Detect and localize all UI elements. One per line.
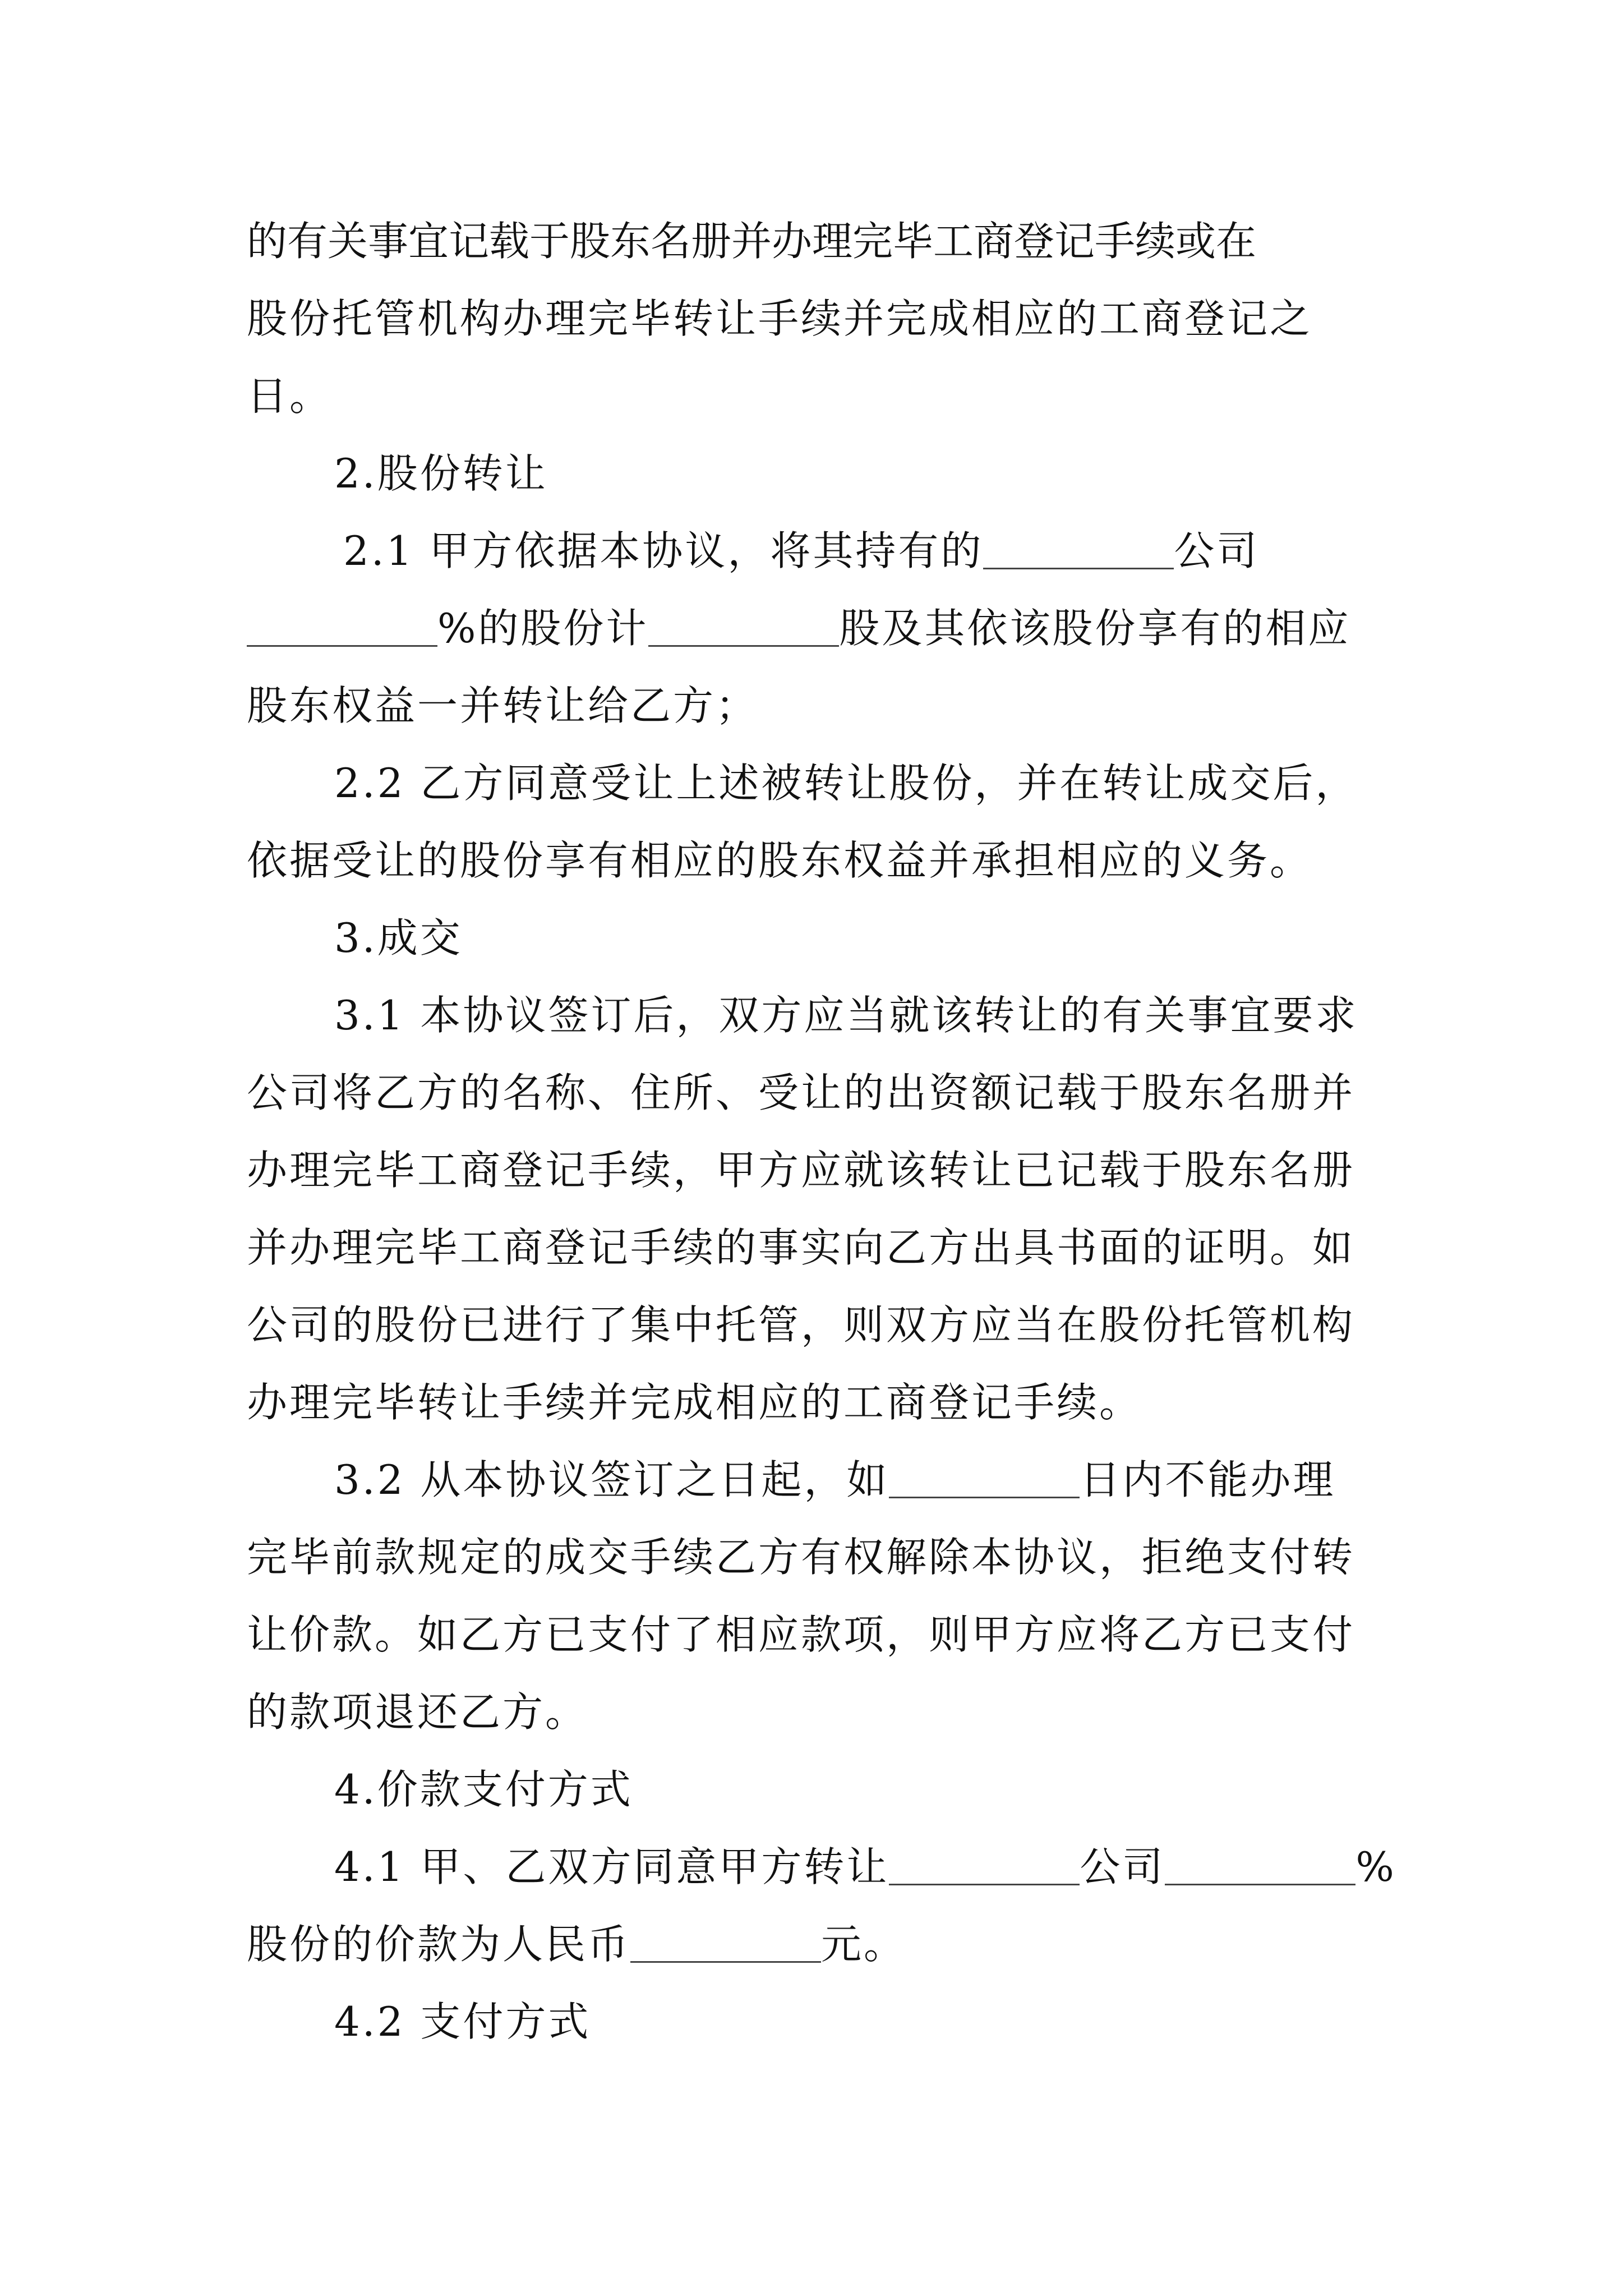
clause-line [334, 984, 1391, 1046]
text-line: 股东权益一并转让给乙方； [247, 682, 759, 729]
text-line: 公司 [1174, 527, 1260, 574]
text-line: 元。 [821, 1921, 907, 1968]
text-line: 股份托管机构办理完毕转让手续并完成相应的工商登记之 [247, 295, 1313, 342]
section-heading [334, 443, 1478, 504]
text-line: 依据受让的股份享有相应的股东权益并承担相应的义务。 [247, 837, 1313, 884]
paragraph-line [247, 675, 1391, 737]
section-heading-text: 3.成交 [334, 914, 463, 961]
paragraph-line [247, 1604, 1391, 1665]
paragraph-line [247, 1062, 1391, 1124]
paragraph-line [247, 830, 1391, 891]
text-line: 的款项退还乙方。 [247, 1688, 588, 1736]
fill-in-blank[interactable] [630, 1921, 821, 1963]
fill-in-blank[interactable] [648, 605, 839, 647]
text-line: 办理完毕工商登记手续，甲方应就该转让已记载于股东名册 [247, 1147, 1355, 1194]
paragraph-line [247, 1294, 1391, 1356]
section-heading-text: 2.股份转让 [334, 450, 548, 497]
clause-line [334, 1836, 1396, 1898]
text-line: 完毕前款规定的成交手续乙方有权解除本协议，拒绝支付转 [247, 1534, 1355, 1581]
text-line: 的有关事宜记载于股东名册并办理完毕工商登记手续或在 [247, 218, 1257, 265]
text-line: 3.1 本协议签订后，双方应当就该转让的有关事宜要求 [334, 992, 1358, 1039]
clause-line [247, 597, 1391, 659]
text-line: 2.2 乙方同意受让上述被转让股份，并在转让成交后， [334, 760, 1358, 807]
fill-in-blank[interactable] [1165, 1843, 1355, 1885]
text-line: 3.2 从本协议签订之日起，如 [334, 1456, 889, 1503]
text-line: 4.1 甲、乙双方同意甲方转让 [334, 1843, 889, 1890]
fill-in-blank[interactable] [889, 1843, 1080, 1885]
text-line: 股份的价款为人民币 [247, 1921, 631, 1968]
text-line: 并办理完毕工商登记手续的事实向乙方出具书面的证明。如 [247, 1224, 1355, 1271]
paragraph-line [247, 1217, 1391, 1278]
fill-in-blank[interactable] [247, 605, 437, 647]
clause-line [334, 752, 1391, 814]
paragraph-line [247, 1372, 1391, 1433]
text-line: 公司的股份已进行了集中托管，则双方应当在股份托管机构 [247, 1301, 1355, 1349]
text-line: %的股份计 [437, 605, 649, 652]
clause-line [334, 1449, 1391, 1511]
text-line: 办理完毕转让手续并完成相应的工商登记手续。 [247, 1379, 1142, 1426]
text-line: 让价款。如乙方已支付了相应款项，则甲方应将乙方已支付 [247, 1611, 1355, 1658]
fill-in-blank[interactable] [983, 527, 1174, 569]
section-heading [334, 1759, 1478, 1820]
section-heading [334, 907, 1478, 969]
fill-in-blank[interactable] [889, 1456, 1080, 1498]
text-line: 公司将乙方的名称、住所、受让的出资额记载于股东名册并 [247, 1069, 1355, 1116]
text-line: 日。 [247, 372, 333, 420]
paragraph-line [247, 1526, 1391, 1588]
text-line: 公司 [1080, 1843, 1165, 1890]
paragraph-line [247, 210, 1391, 272]
paragraph-line [247, 288, 1391, 349]
clause-line [343, 520, 1391, 582]
clause-line [247, 1913, 1391, 1975]
text-line: 4.2 支付方式 [334, 1998, 591, 2045]
clause-line [334, 1991, 1391, 2053]
text-line: 股及其依该股份享有的相应 [839, 605, 1351, 652]
paragraph-line [247, 1681, 1391, 1743]
section-heading-text: 4.价款支付方式 [334, 1766, 633, 1813]
text-line: 2.1 甲方依据本协议，将其持有的 [343, 527, 984, 574]
text-line: % [1355, 1843, 1396, 1890]
paragraph-line [247, 1139, 1391, 1201]
text-line: 日内不能办理 [1080, 1456, 1336, 1503]
paragraph-line [247, 365, 1391, 427]
